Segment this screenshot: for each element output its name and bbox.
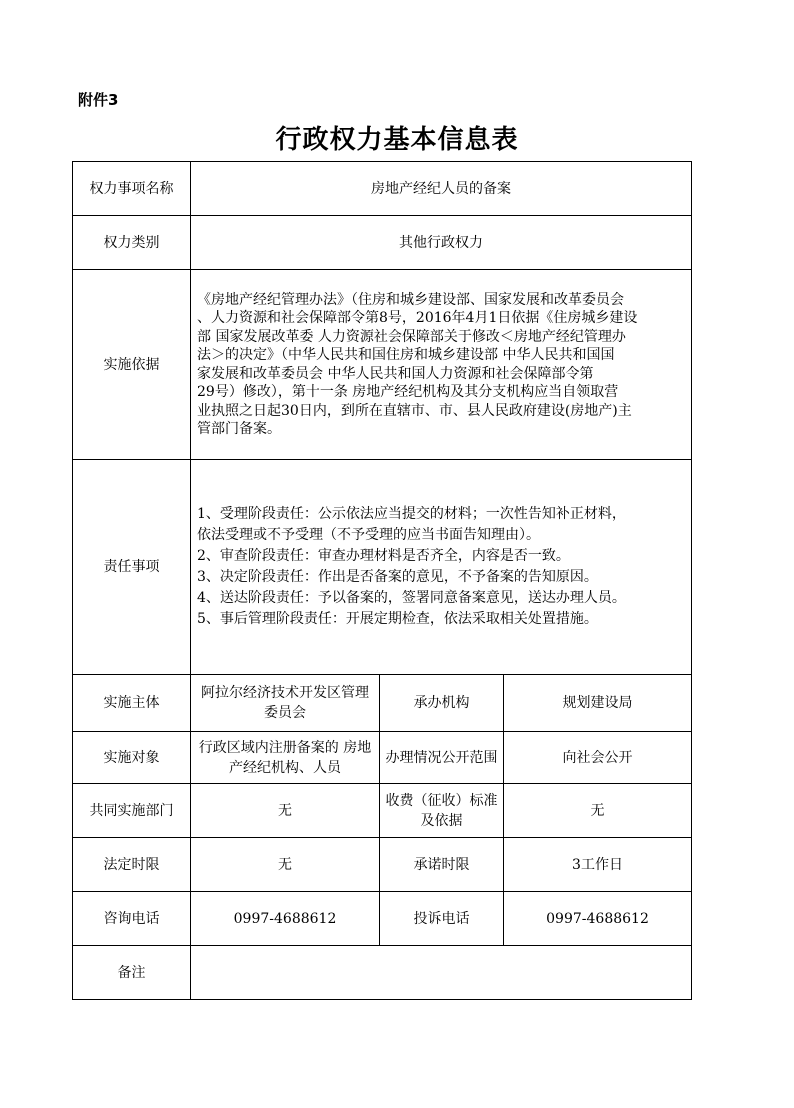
row-power-name (73, 162, 692, 216)
legal-time-limit-value: 无 (191, 838, 380, 892)
fee-standard-value: 无 (504, 784, 692, 838)
consult-phone-label: 咨询电话 (73, 892, 191, 946)
promised-time-limit-label: 承诺时限 (380, 838, 504, 892)
row-responsibilities (73, 460, 692, 675)
basis-line: 管部门备案。 (197, 421, 281, 437)
responsibility-line: 1、受理阶段责任：公示依法应当提交的材料；一次性告知补正材料， (197, 506, 626, 522)
target-label: 实施对象 (73, 732, 191, 784)
row-basis (73, 270, 692, 460)
legal-time-limit-label: 法定时限 (73, 838, 191, 892)
row-phone (73, 892, 692, 946)
complaint-phone-label: 投诉电话 (380, 892, 504, 946)
responsibility-line: 3、决定阶段责任：作出是否备案的意见，不予备案的告知原因。 (197, 569, 598, 585)
target-value: 行政区域内注册备案的 房地产经纪机构、人员 (191, 732, 380, 784)
basis-label: 实施依据 (73, 270, 191, 460)
power-category-label: 权力类别 (73, 216, 191, 270)
responsibility-line: 4、送达阶段责任：予以备案的，签署同意备案意见，送达办理人员。 (197, 590, 626, 606)
basis-line: 部 国家发展改革委 人力资源社会保障部关于修改＜房地产经纪管理办 (197, 328, 626, 345)
fee-standard-label: 收费（征收）标准及依据 (380, 784, 504, 838)
power-name-label: 权力事项名称 (73, 162, 191, 216)
responsibilities-text (191, 460, 692, 675)
row-subject (73, 675, 692, 732)
remarks-label: 备注 (73, 946, 191, 1000)
complaint-phone-value: 0997-4688612 (504, 892, 692, 946)
responsibilities-label: 责任事项 (73, 460, 191, 675)
remarks-value (191, 946, 692, 1000)
basis-line: 业执照之日起30日内，到所在直辖市、市、县人民政府建设(房地产)主 (197, 402, 632, 419)
power-category-value: 其他行政权力 (191, 216, 692, 270)
basis-text (191, 270, 692, 460)
basis-line: 家发展和改革委员会 中华人民共和国人力资源和社会保障部令第 (197, 365, 594, 382)
power-name-value: 房地产经纪人员的备案 (191, 162, 692, 216)
joint-department-value: 无 (191, 784, 380, 838)
promised-time-limit-value: 3工作日 (504, 838, 692, 892)
row-power-category (73, 216, 692, 270)
handling-agency-value: 规划建设局 (504, 675, 692, 732)
handling-agency-label: 承办机构 (380, 675, 504, 732)
responsibility-line: 5、事后管理阶段责任：开展定期检查，依法采取相关处置措施。 (197, 611, 598, 627)
disclosure-scope-value: 向社会公开 (504, 732, 692, 784)
consult-phone-value: 0997-4688612 (191, 892, 380, 946)
basis-line: 、人力资源和社会保障部令第8号，2016年4月1日依据《住房城乡建设 (197, 310, 638, 326)
info-table (72, 161, 692, 1000)
joint-department-label: 共同实施部门 (73, 784, 191, 838)
responsibility-line: 2、审查阶段责任：审查办理材料是否齐全，内容是否一致。 (197, 548, 570, 564)
subject-value: 阿拉尔经济技术开发区管理委员会 (191, 675, 380, 732)
row-time-limit (73, 838, 692, 892)
subject-label: 实施主体 (73, 675, 191, 732)
row-joint (73, 784, 692, 838)
basis-line: 法＞的决定》（中华人民共和国住房和城乡建设部 中华人民共和国国 (197, 347, 615, 363)
row-target (73, 732, 692, 784)
disclosure-scope-label: 办理情况公开范围 (380, 732, 504, 784)
page-title: 行政权力基本信息表 (275, 125, 519, 155)
basis-line: 29号）修改），第十一条 房地产经纪机构及其分支机构应当自领取营 (197, 384, 619, 400)
basis-line: 《房地产经纪管理办法》（住房和城乡建设部、国家发展和改革委员会 (197, 291, 624, 308)
responsibility-line: 依法受理或不予受理（不予受理的应当书面告知理由）。 (197, 527, 540, 543)
row-remarks (73, 946, 692, 1000)
attachment-label: 附件3 (78, 91, 119, 109)
